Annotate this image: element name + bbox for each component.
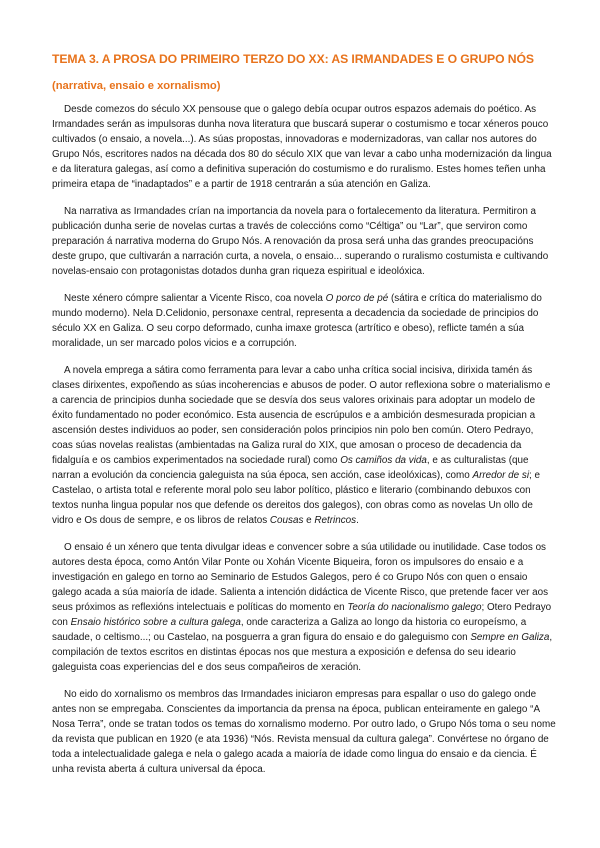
paragraph-satire: A novela emprega a sátira como ferramenta para levar a cabo unha crítica social incisiva, dirixida tamén ás clases dirixentes, expoñendo as súas incoherencias e abusos de poder. O autor reflexiona sobre o materialismo e a carencia de principios dunha sociedade que se desvía dos seus valores orixinais para adoptar un modelo de éxito fundamentado no poder económico. Esta ausencia de escrúpulos e a ambición desmesurada propician a ascensión destes individuos ao poder, sen consideración polos principios nin polo ben común. Otero Pedrayo, coas súas novelas realistas (ambientadas na Galiza rural do XIX, que amosan o proceso de decadencia da fidalguía e os cambios experimentados na sociedade rural) como Os camiños da vida, e as culturalistas (que narran a evolución da conciencia galeguista na súa época, sen acción, case ideolóxicas), como Arredor de si; e Castelao, o artista total e referente moral polo seu labor político, plástico e literario (combinando debuxos con textos nunha lingua popular nos que defende os dereitos dos galegos), con obras como as novelas Un ollo de vidro e Os dous de sempre, e os libros de relatos Cousas e Retrincos.: [52, 365, 551, 526]
paragraph-narrative: Na narrativa as Irmandades crían na importancia da novela para o fortalecemento da literatura. Permitiron a publicación dunha serie de novelas curtas a través de coleccións como “Céltiga” ou “Lar”, que serviron como preparación á narrativa moderna do Grupo Nós. A renovación da prosa será unha das grandes preocupacións deste grupo, que cultivarán a narración curta, a novela, o ensaio... superando o ruralismo costumista e cultivando novelas-ensaio con protagonistas dotados dunha gran riqueza espiritual e ideolóxica.: [52, 206, 549, 277]
paragraph-essay: O ensaio é un xénero que tenta divulgar ideas e convencer sobre a súa utilidade ou inutilidade. Case todos os autores desta época, como Antón Vilar Ponte ou Xohán Vicente Biqueira, foron os impulsores do ensaio e a investigación en galego en torno ao Seminario de Estudos Galegos, pero é co Grupo Nós con quen o ensaio galego acada a súa maioría de idade. Salienta a intención didáctica de Vicente Risco, que pretende facer ver aos seus próximos as reflexións intelectuais e políticas do momento en Teoría do nacionalismo galego; Otero Pedrayo con Ensaio histórico sobre a cultura galega, onde caracteriza a Galiza ao longo da historia co europeísmo, a saudade, o celtismo...; ou Castelao, na posguerra a gran figura do ensaio e do galeguismo con Sempre en Galiza, compilación de textos escritos en distintas épocas nos que mestura a exposición e defensa do seu ideario galeguista coas experiencias del e dos seus compañeiros de xeración.: [52, 542, 553, 673]
italic-title: Sempre en Galiza: [470, 632, 550, 643]
paragraph-journalism: No eido do xornalismo os membros das Irmandades iniciaron empresas para espallar o uso do galego onde antes non se empregaba. Conscientes da importancia da prensa na época, publican enteiramente en galego “A Nosa Terra”, onde se tratan todos os temas do xornalismo moderno. Por outro lado, o Grupo Nós toma o seu nome da revista que publican en 1920 (e ata 1936) “Nós. Revista mensual da cultura galega”. Convértese no órgano de toda a intelectualidade galega e nela o galego acada a maioría de idade como lingua do ensaio e da ciencia. É unha revista aberta á cultura universal da época.: [52, 689, 556, 775]
italic-title: Teoría do nacionalismo galego: [347, 602, 482, 613]
page-title: TEMA 3. A PROSA DO PRIMEIRO TERZO DO XX: AS IRMANDADES E O GRUPO NÓS: [52, 52, 534, 66]
italic-title: Cousas: [269, 515, 304, 526]
italic-title: Ensaio histórico sobre a cultura galega: [70, 617, 241, 628]
paragraph-intro: Desde comezos do século XX pensouse que o galego debía ocupar outros espazos ademais do poético. As Irmandades serán as impulsoras dunha nova literatura que buscará superar o costumismo e tocar xéneros pouco cultivados (o ensaio, a novela...). As súas propostas, innovadoras e modernizadoras, van callar nos autores do Grupo Nós, escritores nados na década dos 80 do século XIX que van levar a cabo unha modernización da lingua e da literatura galegas, así como a definitiva superación do costumismo e do ruralismo. Estes homes teñen unha primeira etapa de “inadaptados” e a partir de 1918 centrarán a súa atención en Galiza.: [52, 104, 552, 190]
italic-title: Arredor de si: [472, 470, 530, 481]
paragraph-risco: Neste xénero cómpre salientar a Vicente Risco, coa novela O porco de pé (sátira e crítica do materialismo do mundo moderno). Nela D.Celidonio, personaxe central, representa a decadencia da sociedade de principios do século XX en Galiza. O seu corpo deformado, cunha imaxe grotesca (artrítico e obeso), reflicte tamén a súa moralidade, un ser marcado polos vicios e a corrupción.: [52, 293, 542, 349]
italic-title: Os camiños da vida: [340, 455, 427, 466]
page-subtitle: (narrativa, ensaio e xornalismo): [52, 80, 221, 92]
document-body: [52, 102, 556, 777]
italic-title: Retrincos: [314, 515, 357, 526]
italic-title: O porco de pé: [325, 293, 389, 304]
